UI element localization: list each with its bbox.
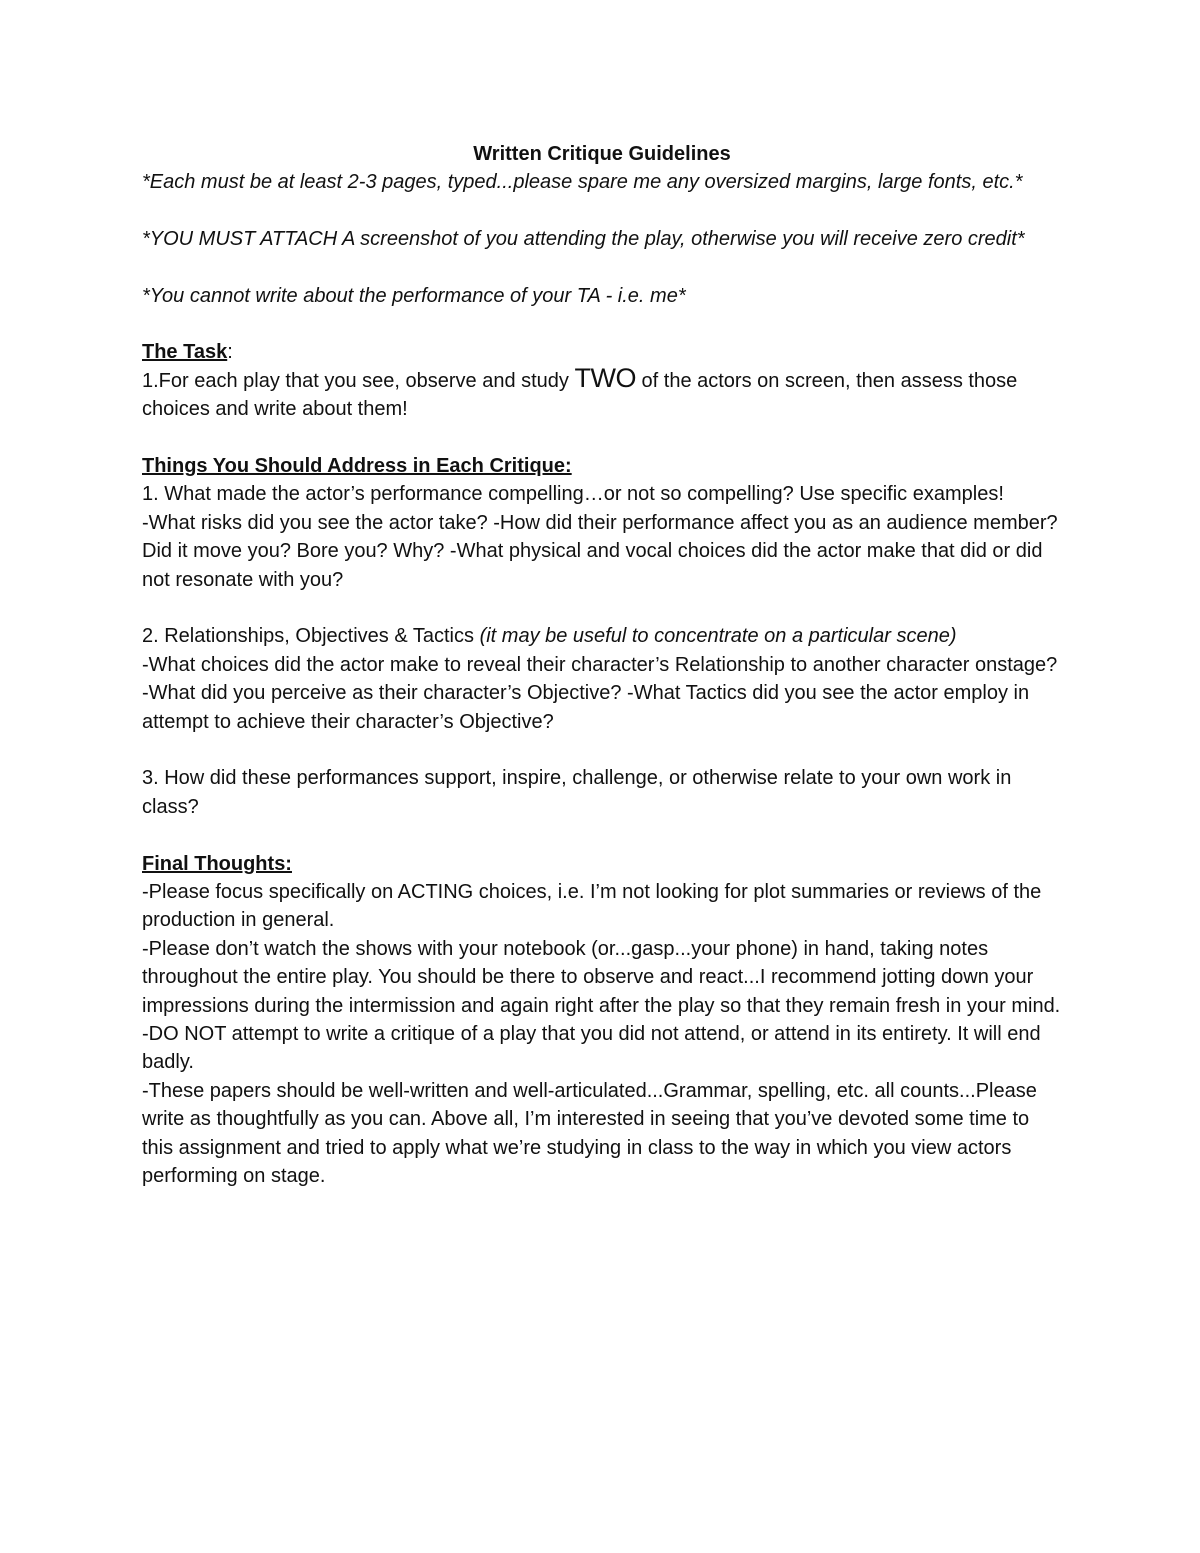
spacer	[142, 736, 1062, 764]
question-2	[142, 622, 1062, 650]
question-1: 1. What made the actor’s performance compelling…or not so compelling? Use specific examples!	[142, 483, 1004, 506]
spacer	[142, 594, 1062, 622]
spacer	[142, 424, 1062, 452]
spacer	[142, 821, 1062, 849]
note-screenshot: *YOU MUST ATTACH A screenshot of you attending the play, otherwise you will receive zero credit*	[142, 227, 1025, 250]
task-heading: The Task	[142, 341, 228, 364]
question-2-detail: -What choices did the actor make to reveal their character’s Relationship to another character onstage? -What did you perceive as their character’s Objective? -What Tactics did you see the actor employ in attempt to achieve their character’s Objective?	[142, 653, 1058, 733]
question-2-label: 2. Relationships, Objectives & Tactics	[142, 625, 480, 648]
document-title: Written Critique Guidelines	[473, 143, 731, 165]
document-body	[142, 140, 1062, 1191]
task-item-start: 1.For each play that you see, observe and study	[142, 369, 575, 392]
question-2-note: (it may be useful to concentrate on a particular scene)	[479, 625, 957, 648]
final-paragraph-3: -DO NOT attempt to write a critique of a play that you did not attend, or attend in its entirety. It will end badly.	[142, 1023, 1041, 1074]
spacer	[142, 196, 1062, 224]
task-emphasis: TWO	[574, 362, 636, 393]
task-item	[142, 362, 1062, 424]
final-paragraph-4: -These papers should be well-written and well-articulated...Grammar, spelling, etc. all counts...Please write as thoughtfully as you can. Above all, I’m interested in seeing that you’ve devoted some time to this assignment and tried to apply what we’re studying in class to the way in which you view actors performing on stage.	[142, 1079, 1037, 1188]
note-ta: *You cannot write about the performance of your TA - i.e. me*	[142, 284, 686, 307]
final-heading: Final Thoughts:	[142, 852, 292, 875]
question-1-detail: -What risks did you see the actor take? -How did their performance affect you as an audience member? Did it move you? Bore you? Why? -What physical and vocal choices did the actor make that did or did not resonate with you?	[142, 511, 1058, 591]
address-heading: Things You Should Address in Each Critique:	[142, 455, 572, 477]
task-item-end: of the actors on screen, then assess those choices and write about them!	[142, 369, 1018, 421]
spacer	[142, 310, 1062, 338]
final-paragraph-2: -Please don’t watch the shows with your notebook (or...gasp...your phone) in hand, taking notes throughout the entire play. You should be there to observe and react...I recommend jotting down your impressions during the intermission and again right after the play so that they remain fresh in your mind.	[142, 937, 1061, 1017]
spacer	[142, 253, 1062, 281]
final-paragraph-1: -Please focus specifically on ACTING choices, i.e. I’m not looking for plot summaries or reviews of the production in general.	[142, 881, 1042, 932]
task-heading-colon: :	[227, 341, 233, 364]
question-3: 3. How did these performances support, inspire, challenge, or otherwise relate to your own work in class?	[142, 767, 1012, 818]
note-length: *Each must be at least 2-3 pages, typed...please spare me any oversized margins, large fonts, etc.*	[142, 171, 1023, 193]
